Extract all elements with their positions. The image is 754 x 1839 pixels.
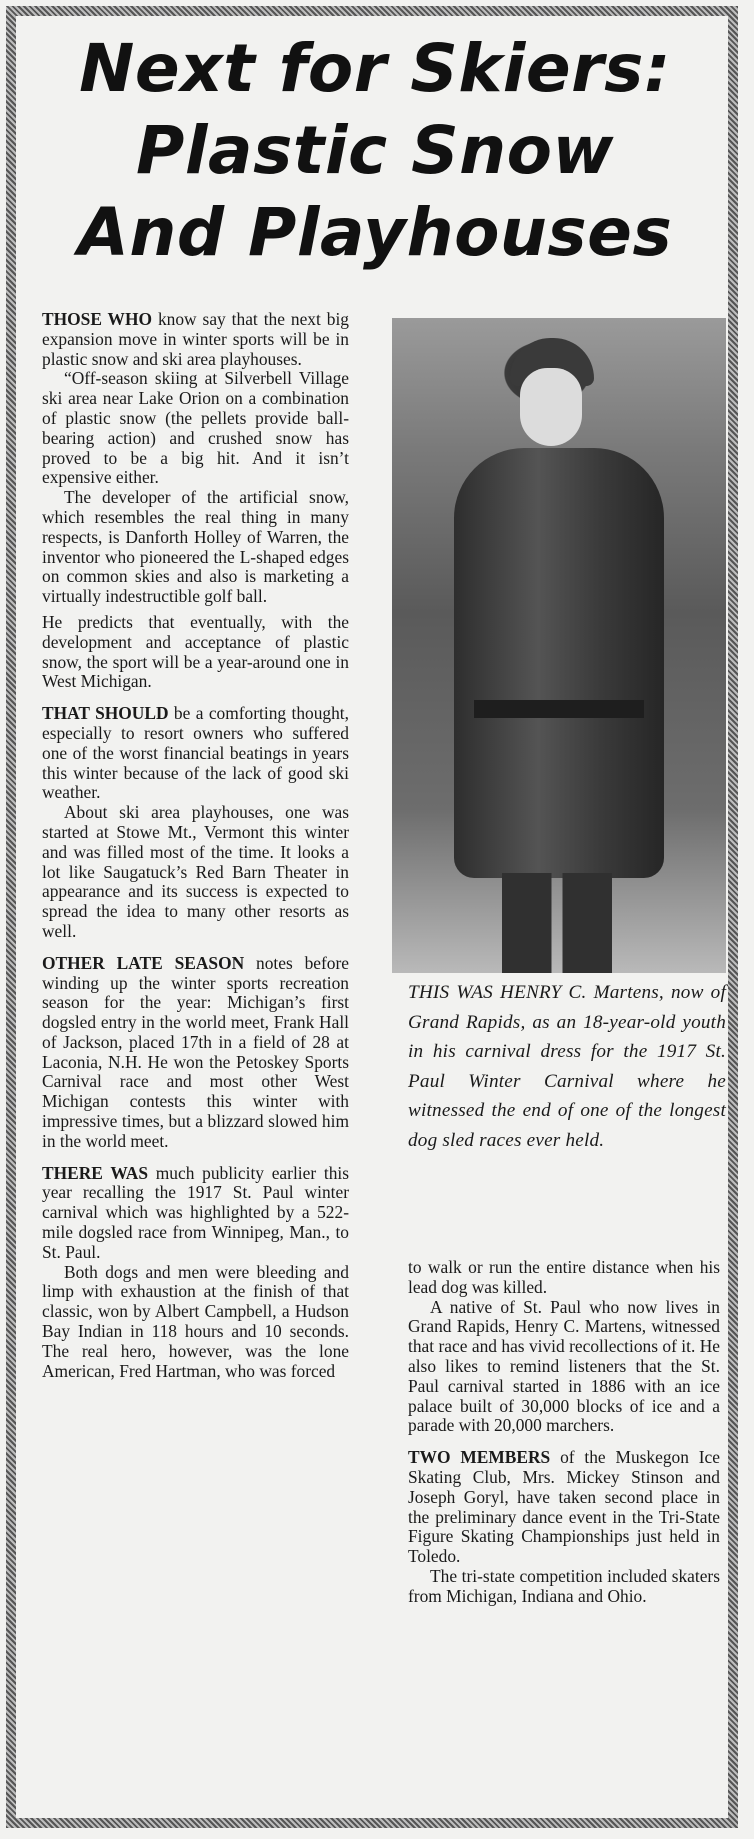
headline-line-3: And Playhouses [77,194,673,271]
paragraph-text: of the Muskegon Ice Skating Club, Mrs. Mickey Stinson and Joseph Goryl, have taken second place in the preliminary dance event in the Tri-State Figure Skating Championships just held in Toledo. [408,1447,720,1567]
paragraph-text: Both dogs and men were bleeding and limp with exhaustion at the finish of that classic, won by Albert Campbell, a Hudson Bay Indian in 118 hours and 10 seconds. The real hero, however, was the lone American, Fred Hartman, who was forced [42,1261,349,1381]
paragraph-text: be a comforting thought, especially to resort owners who suffered one of the worst financial beatings in years this winter because of the lack of good ski weather. [42,703,349,803]
paragraph [408,1567,720,1607]
paragraph-lead: OTHER LATE SEASON [42,952,245,973]
paragraph-text: much publicity earlier this year recalling the 1917 St. Paul winter carnival which was highlighted by a 522-mile dogsled race from Winnipeg, Man., to St. Paul. [42,1162,349,1262]
paragraph [42,369,349,488]
paragraph-text: He predicts that eventually, with the development and acceptance of plastic snow, the sport will be a year-around one in West Michigan. [42,611,349,692]
paragraph [42,310,349,369]
paragraph-text: know say that the next big expansion move in winter sports will be in plastic snow and ski area playhouses. [42,309,350,369]
paragraph-text: notes before winding up the winter sports recreation season for the year: Michigan’s first dogsled entry in the world meet, Frank Hall of Jackson, placed 17th in a field of 28 at Laconia, N.H. He won the Petoskey Sports Carnival race and most other West Michigan contests this winter with impressive times, but a blizzard slowed him in the world meet. [42,952,349,1151]
photo-face [520,368,582,446]
henry-martens-photo [392,318,726,973]
paragraph [408,1258,720,1298]
paragraph-lead: TWO MEMBERS [408,1447,551,1468]
paragraph-text: “Off-season skiing at Silverbell Village ski area near Lake Orion on a combination of plastic snow (the pellets provide ball-bearing action) and crushed snow has proved to be a big hit. And it isn’t expensive either. [42,368,349,488]
photo-coat [454,448,664,878]
paragraph-text: About ski area playhouses, one was started at Stowe Mt., Vermont this winter and was filled most of the time. It looks a lot like Saugatuck’s Red Barn Theater in appearance and its success is expected to spread the idea to many other resorts as well. [42,802,349,941]
paragraph-text: A native of St. Paul who now lives in Grand Rapids, Henry C. Martens, witnessed that race and has vivid recollections of it. He also likes to remind listeners that the St. Paul carnival started in 1886 with an ice palace built of 30,000 blocks of ice and a parade with 20,000 marchers. [408,1296,720,1436]
headline-line-2: Plastic Snow [136,112,614,189]
paragraph-text: to walk or run the entire distance when his lead dog was killed. [408,1257,720,1297]
headline [30,28,720,274]
paragraph-lead: THOSE WHO [42,309,153,329]
left-column [42,310,349,1387]
paragraph [42,488,349,607]
paragraph [42,803,349,942]
paragraph [42,1164,349,1263]
photo-legs [502,873,612,973]
paragraph [42,1263,349,1382]
paragraph-text: The developer of the artificial snow, which resembles the real thing in many respects, is Danforth Holley of Warren, the inventor who pioneered the L-shaped edges on common skies and also is marketing a virtually indestructible golf ball. [42,487,349,607]
paragraph [408,1448,720,1567]
paragraph-lead: THAT SHOULD [42,703,169,724]
headline-line-1: Next for Skiers: [79,30,671,107]
paragraph-lead: THERE WAS [42,1162,149,1183]
paragraph [408,1298,720,1437]
right-column [408,1258,720,1613]
photo-caption: THIS WAS HENRY C. Martens, now of Grand Rapids, as an 18-year-old youth in his carnival dress for the 1917 St. Paul Winter Carnival where he witnessed the end of one of the longest dog sled races ever held. [408,982,726,1151]
paragraph-text: The tri-state competition included skaters from Michigan, Indiana and Ohio. [408,1565,720,1606]
photo-belt [474,700,644,718]
paragraph [42,613,349,692]
paragraph [42,954,349,1152]
paragraph [42,704,349,803]
